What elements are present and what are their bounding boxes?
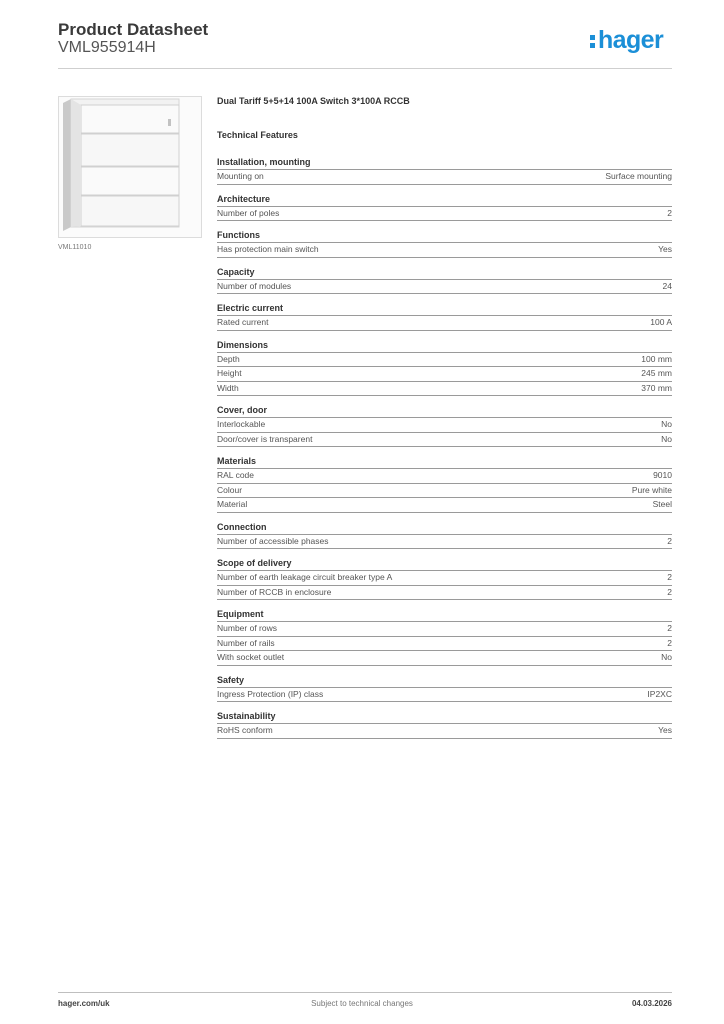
spec-section [217, 711, 672, 739]
spec-value: No [661, 652, 672, 662]
spec-row [217, 637, 672, 652]
spec-label: Rated current [217, 317, 269, 327]
spec-label: Number of RCCB in enclosure [217, 586, 332, 597]
spec-section [217, 157, 672, 185]
spec-row [217, 469, 672, 484]
spec-row [217, 688, 672, 703]
spec-value: 24 [662, 280, 672, 291]
spec-row [217, 484, 672, 499]
spec-label: Number of rails [217, 637, 275, 648]
footer-website: hager.com/uk [58, 999, 110, 1008]
section-title: Safety [217, 675, 672, 688]
spec-row [217, 433, 672, 448]
spec-label: Material [217, 499, 248, 509]
spec-row [217, 418, 672, 433]
spec-section [217, 194, 672, 222]
spec-label: Number of modules [217, 280, 292, 291]
spec-label: Number of poles [217, 207, 280, 218]
spec-value: 100 mm [641, 353, 672, 364]
spec-row [217, 243, 672, 258]
spec-row [217, 382, 672, 397]
image-caption: VML11010 [58, 244, 92, 251]
spec-label: RoHS conform [217, 725, 273, 735]
spec-label: Door/cover is transparent [217, 433, 313, 444]
spec-row [217, 207, 672, 222]
spec-value: 100 A [650, 317, 672, 327]
spec-label: Mounting on [217, 171, 264, 181]
section-title: Electric current [217, 303, 672, 316]
logo-colon-icon [590, 32, 596, 51]
spec-value: IP2XC [647, 688, 672, 699]
spec-label: RAL code [217, 470, 255, 480]
spec-row [217, 367, 672, 382]
footer-date: 04.03.2026 [631, 999, 672, 1008]
footer-divider [58, 992, 672, 993]
spec-section [217, 675, 672, 703]
spec-value: Pure white [631, 484, 672, 495]
spec-label: Number of earth leakage circuit breaker type A [217, 572, 393, 582]
section-title: Dimensions [217, 340, 672, 353]
features-heading: Technical Features [217, 130, 298, 140]
logo-text: hager [598, 26, 664, 54]
spec-content [217, 96, 672, 748]
spec-label: Colour [217, 484, 243, 495]
section-title: Connection [217, 522, 672, 535]
product-name: Dual Tariff 5+5+14 100A Switch 3*100A RCCB [217, 96, 410, 106]
spec-section [217, 340, 672, 397]
spec-label: With socket outlet [217, 652, 285, 662]
spec-section [217, 267, 672, 295]
section-title: Cover, door [217, 405, 672, 418]
spec-row [217, 498, 672, 513]
section-title: Functions [217, 230, 672, 243]
hager-logo [590, 28, 663, 53]
header-divider [58, 68, 672, 69]
spec-section [217, 609, 672, 666]
spec-value: Yes [658, 244, 672, 254]
spec-row [217, 651, 672, 666]
section-title: Architecture [217, 194, 672, 207]
spec-value: 2 [667, 623, 672, 633]
spec-label: Ingress Protection (IP) class [217, 688, 324, 699]
spec-value: 2 [667, 586, 672, 597]
section-title: Scope of delivery [217, 558, 672, 571]
spec-section [217, 558, 672, 600]
spec-row [217, 280, 672, 295]
spec-label: Number of accessible phases [217, 535, 329, 546]
enclosure-illustration [59, 97, 201, 237]
section-title: Capacity [217, 267, 672, 280]
spec-value: 2 [667, 207, 672, 218]
spec-section [217, 303, 672, 331]
spec-value: 9010 [653, 470, 672, 480]
section-title: Materials [217, 456, 672, 469]
spec-section [217, 230, 672, 258]
spec-label: Width [217, 382, 239, 393]
spec-label: Has protection main switch [217, 244, 319, 254]
spec-section [217, 405, 672, 447]
spec-row [217, 170, 672, 185]
spec-label: Number of rows [217, 623, 277, 633]
spec-label: Depth [217, 353, 240, 364]
spec-value: No [661, 433, 672, 444]
spec-value: Yes [658, 725, 672, 735]
spec-value: Surface mounting [605, 171, 672, 181]
footer-notice: Subject to technical changes [311, 999, 413, 1008]
spec-section [217, 522, 672, 550]
spec-sections [217, 157, 672, 739]
spec-row [217, 316, 672, 331]
spec-value: No [661, 419, 672, 429]
spec-row [217, 353, 672, 368]
spec-value: 2 [667, 572, 672, 582]
spec-row [217, 535, 672, 550]
spec-label: Interlockable [217, 419, 266, 429]
section-title: Sustainability [217, 711, 672, 724]
spec-row [217, 724, 672, 739]
spec-section [217, 456, 672, 513]
spec-value: 370 mm [641, 382, 672, 393]
product-reference: VML955914H [58, 39, 156, 56]
spec-value: Steel [652, 499, 672, 509]
section-title: Equipment [217, 609, 672, 622]
section-title: Installation, mounting [217, 157, 672, 170]
product-image [58, 96, 202, 238]
page-title: Product Datasheet [58, 20, 209, 39]
spec-row [217, 586, 672, 601]
spec-value: 2 [667, 637, 672, 648]
spec-row [217, 622, 672, 637]
spec-row [217, 571, 672, 586]
spec-value: 245 mm [641, 368, 672, 378]
spec-label: Height [217, 368, 242, 378]
spec-value: 2 [667, 535, 672, 546]
